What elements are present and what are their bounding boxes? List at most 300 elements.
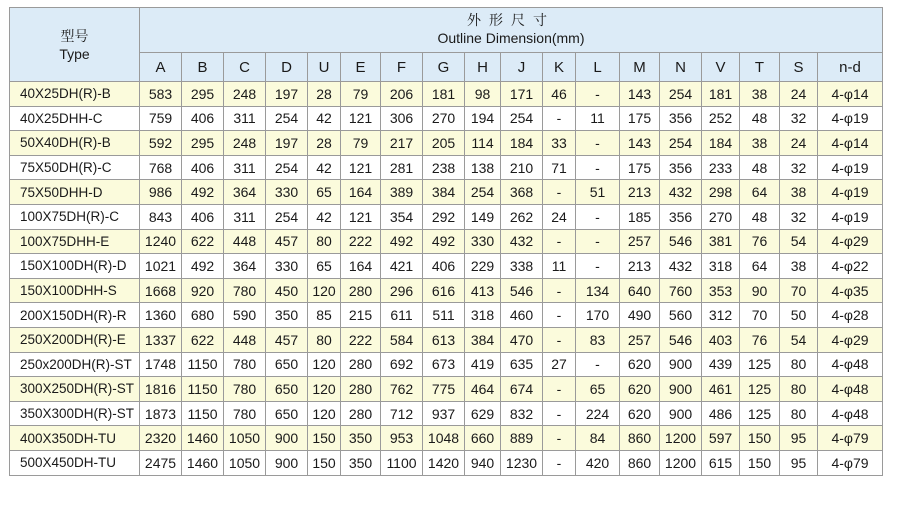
dimension-cell: 629	[465, 401, 501, 426]
column-header: V	[702, 53, 740, 82]
model-cell: 250X200DH(R)-E	[10, 327, 140, 352]
dimension-cell: 673	[423, 352, 465, 377]
dimension-cell: 233	[702, 155, 740, 180]
type-header-en: Type	[59, 45, 90, 62]
dimension-cell: -	[576, 204, 620, 229]
dimension-cell: 248	[224, 131, 266, 156]
dimension-cell: 254	[660, 82, 702, 107]
dimension-cell: 54	[780, 327, 818, 352]
dimension-cell: 381	[702, 229, 740, 254]
dimension-cell: 650	[266, 401, 308, 426]
dimension-cell: 4-φ28	[818, 303, 883, 328]
dimension-cell: 280	[341, 377, 381, 402]
table-row	[10, 254, 883, 279]
dimension-cell: 692	[381, 352, 423, 377]
dimension-cell: 295	[182, 82, 224, 107]
dimension-cell: 143	[620, 82, 660, 107]
dimension-cell: 420	[576, 450, 620, 475]
dimension-cell: 149	[465, 204, 501, 229]
dimension-cell: 1337	[140, 327, 182, 352]
dimension-cell: 24	[780, 82, 818, 107]
dimension-cell: 464	[465, 377, 501, 402]
dimension-cell: 1748	[140, 352, 182, 377]
dimension-cell: 406	[423, 254, 465, 279]
dimension-cell: 457	[266, 327, 308, 352]
dimension-cell: 229	[465, 254, 501, 279]
dimension-cell: 70	[740, 303, 780, 328]
dimension-cell: 1021	[140, 254, 182, 279]
dimension-cell: 615	[702, 450, 740, 475]
dimension-cell: 900	[266, 426, 308, 451]
dimension-cell: -	[576, 352, 620, 377]
dimension-cell: -	[576, 82, 620, 107]
dimension-cell: 350	[341, 450, 381, 475]
model-cell: 350X300DH(R)-ST	[10, 401, 140, 426]
dimension-cell: 780	[224, 352, 266, 377]
outline-header-en: Outline Dimension(mm)	[140, 30, 883, 53]
table-row	[10, 82, 883, 107]
dimension-cell: 65	[576, 377, 620, 402]
table-row	[10, 303, 883, 328]
dimension-cell: 125	[740, 377, 780, 402]
model-cell: 40X25DHH-C	[10, 106, 140, 131]
dimension-cell: -	[543, 106, 576, 131]
dimension-cell: 353	[702, 278, 740, 303]
dimension-cell: 150	[740, 450, 780, 475]
dimension-cell: 38	[780, 254, 818, 279]
dimension-cell: 650	[266, 377, 308, 402]
dimension-cell: 217	[381, 131, 423, 156]
dimension-cell: 384	[423, 180, 465, 205]
dimension-cell: 356	[660, 155, 702, 180]
column-header: J	[501, 53, 543, 82]
dimension-cell: 311	[224, 155, 266, 180]
dimension-cell: 254	[266, 204, 308, 229]
table-row	[10, 426, 883, 451]
dimension-cell: 197	[266, 131, 308, 156]
dimension-cell: 4-φ22	[818, 254, 883, 279]
dimension-cell: 1460	[182, 426, 224, 451]
dimension-cell: 48	[740, 204, 780, 229]
dimension-cell: 38	[780, 180, 818, 205]
column-header: C	[224, 53, 266, 82]
dimension-cell: 50	[780, 303, 818, 328]
dimension-cell: 95	[780, 426, 818, 451]
dimension-cell: 2320	[140, 426, 182, 451]
type-header-cell	[10, 8, 140, 82]
dimension-cell: 64	[740, 254, 780, 279]
dimension-cell: 4-φ29	[818, 229, 883, 254]
dimension-cell: 48	[740, 106, 780, 131]
dimension-cell: 295	[182, 131, 224, 156]
dimension-cell: 780	[224, 377, 266, 402]
dimension-cell: 4-φ19	[818, 155, 883, 180]
dimension-cell: 492	[423, 229, 465, 254]
dimension-cell: 492	[381, 229, 423, 254]
dimension-cell: 164	[341, 180, 381, 205]
dimension-cell: 51	[576, 180, 620, 205]
dimension-cell: 920	[182, 278, 224, 303]
dimension-cell: 546	[660, 327, 702, 352]
dimension-cell: 406	[182, 204, 224, 229]
dimension-cell: 150	[308, 426, 341, 451]
dimension-cell: 611	[381, 303, 423, 328]
model-cell: 500X450DH-TU	[10, 450, 140, 475]
dimension-cell: -	[576, 155, 620, 180]
dimension-cell: 560	[660, 303, 702, 328]
dimension-cell: 4-φ14	[818, 82, 883, 107]
dimension-cell: 860	[620, 426, 660, 451]
dimension-cell: -	[543, 180, 576, 205]
dimension-cell: 2475	[140, 450, 182, 475]
dimension-cell: 76	[740, 229, 780, 254]
table-row	[10, 327, 883, 352]
dimension-cell: 213	[620, 180, 660, 205]
dimension-cell: 1240	[140, 229, 182, 254]
dimension-cell: -	[543, 229, 576, 254]
outline-header-cn: 外形尺寸	[140, 8, 883, 31]
dimension-cell: 205	[423, 131, 465, 156]
dimension-cell: 330	[266, 180, 308, 205]
dimension-cell: 780	[224, 401, 266, 426]
dimension-cell: -	[576, 254, 620, 279]
dimension-cell: 80	[308, 327, 341, 352]
table-row	[10, 106, 883, 131]
dimension-cell: 1668	[140, 278, 182, 303]
model-cell: 75X50DHH-D	[10, 180, 140, 205]
dimension-cell: 680	[182, 303, 224, 328]
dimension-cell: 84	[576, 426, 620, 451]
model-cell: 200X150DH(R)-R	[10, 303, 140, 328]
dimension-cell: 222	[341, 229, 381, 254]
dimension-cell: 38	[740, 131, 780, 156]
model-cell: 300X250DH(R)-ST	[10, 377, 140, 402]
dimension-cell: 635	[501, 352, 543, 377]
dimension-cell: 206	[381, 82, 423, 107]
dimension-cell: 11	[576, 106, 620, 131]
dimension-cell: 492	[182, 180, 224, 205]
dimension-cell: 1873	[140, 401, 182, 426]
dimension-cell: 350	[266, 303, 308, 328]
dimension-cell: 306	[381, 106, 423, 131]
column-header: E	[341, 53, 381, 82]
dimension-cell: 80	[780, 352, 818, 377]
dimension-cell: 54	[780, 229, 818, 254]
dimension-cell: 421	[381, 254, 423, 279]
dimension-cell: 175	[620, 155, 660, 180]
dimension-cell: 42	[308, 204, 341, 229]
dimension-cell: 419	[465, 352, 501, 377]
dimension-cell: 832	[501, 401, 543, 426]
dimension-cell: 457	[266, 229, 308, 254]
table-row	[10, 155, 883, 180]
dimension-cell: 24	[543, 204, 576, 229]
dimension-cell: 27	[543, 352, 576, 377]
dimension-cell: 32	[780, 155, 818, 180]
dimension-cell: 900	[660, 352, 702, 377]
dimension-cell: 900	[266, 450, 308, 475]
dimension-cell: 492	[182, 254, 224, 279]
dimension-cell: 120	[308, 278, 341, 303]
dimension-cell: 470	[501, 327, 543, 352]
dimension-cell: 298	[702, 180, 740, 205]
dimension-cell: 900	[660, 401, 702, 426]
dimension-cell: 650	[266, 352, 308, 377]
dimension-cell: 1420	[423, 450, 465, 475]
dimension-cell: 33	[543, 131, 576, 156]
dimension-cell: 280	[341, 401, 381, 426]
dimension-cell: 222	[341, 327, 381, 352]
dimension-cell: 114	[465, 131, 501, 156]
dimension-cell: 83	[576, 327, 620, 352]
dimension-cell: 4-φ29	[818, 327, 883, 352]
dimension-cell: 90	[740, 278, 780, 303]
dimension-cell: 860	[620, 450, 660, 475]
dimension-cell: 780	[224, 278, 266, 303]
dimension-cell: 1150	[182, 401, 224, 426]
dimension-cell: 937	[423, 401, 465, 426]
dimension-cell: 448	[224, 327, 266, 352]
dimension-cell: 450	[266, 278, 308, 303]
dimension-cell: 262	[501, 204, 543, 229]
dimension-cell: 1048	[423, 426, 465, 451]
table-row	[10, 204, 883, 229]
column-header: L	[576, 53, 620, 82]
dimension-cell: 270	[423, 106, 465, 131]
dimension-cell: 620	[620, 401, 660, 426]
dimension-cell: 413	[465, 278, 501, 303]
dimension-cell: -	[576, 229, 620, 254]
dimension-cell: 120	[308, 377, 341, 402]
dimension-cell: 613	[423, 327, 465, 352]
table-row	[10, 278, 883, 303]
dimension-cell: 674	[501, 377, 543, 402]
column-header: H	[465, 53, 501, 82]
dimension-cell: 98	[465, 82, 501, 107]
dimension-cell: 42	[308, 155, 341, 180]
dimension-cell: 125	[740, 352, 780, 377]
dimension-cell: 254	[465, 180, 501, 205]
dimension-cell: 185	[620, 204, 660, 229]
dimension-cell: 238	[423, 155, 465, 180]
dimension-cell: 4-φ35	[818, 278, 883, 303]
model-cell: 50X40DH(R)-B	[10, 131, 140, 156]
dimension-cell: 1050	[224, 450, 266, 475]
table-row	[10, 352, 883, 377]
dimension-cell: 281	[381, 155, 423, 180]
dimension-cell: 210	[501, 155, 543, 180]
dimension-cell: 175	[620, 106, 660, 131]
dimension-cell: 768	[140, 155, 182, 180]
dimension-cell: 406	[182, 155, 224, 180]
dimension-cell: 292	[423, 204, 465, 229]
model-cell: 150X100DH(R)-D	[10, 254, 140, 279]
dimension-cell: 257	[620, 327, 660, 352]
dimension-cell: 46	[543, 82, 576, 107]
dimension-cell: 28	[308, 82, 341, 107]
dimension-cell: 1050	[224, 426, 266, 451]
dimension-cell: 620	[620, 377, 660, 402]
dimension-cell: 4-φ19	[818, 106, 883, 131]
dimension-cell: 330	[465, 229, 501, 254]
column-header: U	[308, 53, 341, 82]
dimension-cell: 254	[266, 155, 308, 180]
dimension-cell: 448	[224, 229, 266, 254]
dimension-cell: 590	[224, 303, 266, 328]
table-row	[10, 131, 883, 156]
dimension-cell: 120	[308, 352, 341, 377]
dimension-cell: 254	[660, 131, 702, 156]
table-row	[10, 180, 883, 205]
column-header: T	[740, 53, 780, 82]
dimension-cell: 432	[660, 180, 702, 205]
column-header: A	[140, 53, 182, 82]
dimension-cell: 134	[576, 278, 620, 303]
dimension-cell: 121	[341, 204, 381, 229]
dimension-cell: 181	[702, 82, 740, 107]
dimension-cell: -	[543, 401, 576, 426]
dimension-cell: 350	[341, 426, 381, 451]
dimension-cell: 121	[341, 106, 381, 131]
dimension-cell: 760	[660, 278, 702, 303]
dimension-cell: 311	[224, 106, 266, 131]
dimension-cell: 257	[620, 229, 660, 254]
dimension-cell: 592	[140, 131, 182, 156]
dimension-table-container	[9, 7, 883, 476]
dimension-cell: 762	[381, 377, 423, 402]
dimension-cell: 32	[780, 106, 818, 131]
dimension-cell: 511	[423, 303, 465, 328]
dimension-cell: 389	[381, 180, 423, 205]
table-body	[10, 82, 883, 476]
dimension-cell: 48	[740, 155, 780, 180]
dimension-cell: 620	[620, 352, 660, 377]
dimension-cell: 65	[308, 254, 341, 279]
dimension-cell: -	[543, 278, 576, 303]
dimension-cell: 640	[620, 278, 660, 303]
model-cell: 40X25DH(R)-B	[10, 82, 140, 107]
dimension-cell: 1150	[182, 377, 224, 402]
dimension-cell: 150	[740, 426, 780, 451]
dimension-cell: 1816	[140, 377, 182, 402]
dimension-cell: 296	[381, 278, 423, 303]
dimension-cell: 759	[140, 106, 182, 131]
dimension-cell: 280	[341, 278, 381, 303]
column-header: D	[266, 53, 308, 82]
column-header: M	[620, 53, 660, 82]
column-header: K	[543, 53, 576, 82]
dimension-cell: 143	[620, 131, 660, 156]
dimension-cell: 224	[576, 401, 620, 426]
dimension-cell: 79	[341, 131, 381, 156]
dimension-cell: 65	[308, 180, 341, 205]
dimension-cell: 546	[660, 229, 702, 254]
dimension-cell: 318	[702, 254, 740, 279]
dimension-cell: 843	[140, 204, 182, 229]
dimension-cell: 583	[140, 82, 182, 107]
dimension-cell: 1460	[182, 450, 224, 475]
table-row	[10, 450, 883, 475]
dimension-cell: 364	[224, 180, 266, 205]
dimension-cell: -	[543, 377, 576, 402]
table-row	[10, 401, 883, 426]
dimension-cell: 80	[308, 229, 341, 254]
model-cell: 100X75DHH-E	[10, 229, 140, 254]
dimension-cell: 4-φ48	[818, 401, 883, 426]
dimension-cell: 4-φ48	[818, 377, 883, 402]
dimension-cell: 1230	[501, 450, 543, 475]
outline-dimension-table	[9, 7, 883, 476]
model-cell: 75X50DH(R)-C	[10, 155, 140, 180]
dimension-cell: 338	[501, 254, 543, 279]
dimension-cell: 403	[702, 327, 740, 352]
dimension-cell: 4-φ19	[818, 180, 883, 205]
dimension-cell: 486	[702, 401, 740, 426]
dimension-cell: -	[543, 327, 576, 352]
dimension-cell: 270	[702, 204, 740, 229]
dimension-cell: 254	[501, 106, 543, 131]
dimension-cell: 775	[423, 377, 465, 402]
dimension-cell: 85	[308, 303, 341, 328]
dimension-cell: 254	[266, 106, 308, 131]
dimension-cell: 432	[501, 229, 543, 254]
dimension-cell: 71	[543, 155, 576, 180]
dimension-cell: 312	[702, 303, 740, 328]
dimension-cell: 712	[381, 401, 423, 426]
dimension-cell: 318	[465, 303, 501, 328]
dimension-cell: 4-φ19	[818, 204, 883, 229]
dimension-cell: 184	[702, 131, 740, 156]
dimension-cell: 121	[341, 155, 381, 180]
dimension-cell: 460	[501, 303, 543, 328]
dimension-cell: 64	[740, 180, 780, 205]
dimension-cell: 181	[423, 82, 465, 107]
dimension-cell: 1200	[660, 426, 702, 451]
dimension-cell: 95	[780, 450, 818, 475]
dimension-cell: 1150	[182, 352, 224, 377]
dimension-cell: 368	[501, 180, 543, 205]
column-header: F	[381, 53, 423, 82]
dimension-cell: 197	[266, 82, 308, 107]
dimension-cell: 76	[740, 327, 780, 352]
dimension-cell: 900	[660, 377, 702, 402]
dimension-cell: 330	[266, 254, 308, 279]
dimension-cell: 170	[576, 303, 620, 328]
dimension-cell: 171	[501, 82, 543, 107]
dimension-cell: 616	[423, 278, 465, 303]
column-header: n-d	[818, 53, 883, 82]
model-cell: 400X350DH-TU	[10, 426, 140, 451]
dimension-cell: 1360	[140, 303, 182, 328]
dimension-cell: 42	[308, 106, 341, 131]
dimension-cell: 4-φ79	[818, 450, 883, 475]
column-header: G	[423, 53, 465, 82]
dimension-cell: 406	[182, 106, 224, 131]
dimension-cell: 622	[182, 327, 224, 352]
dimension-cell: 280	[341, 352, 381, 377]
dimension-cell: 164	[341, 254, 381, 279]
dimension-cell: 32	[780, 204, 818, 229]
dimension-cell: 940	[465, 450, 501, 475]
table-row	[10, 229, 883, 254]
dimension-cell: 184	[501, 131, 543, 156]
model-cell: 250x200DH(R)-ST	[10, 352, 140, 377]
dimension-cell: 439	[702, 352, 740, 377]
dimension-cell: 79	[341, 82, 381, 107]
dimension-cell: 432	[660, 254, 702, 279]
dimension-cell: 311	[224, 204, 266, 229]
dimension-cell: 38	[740, 82, 780, 107]
